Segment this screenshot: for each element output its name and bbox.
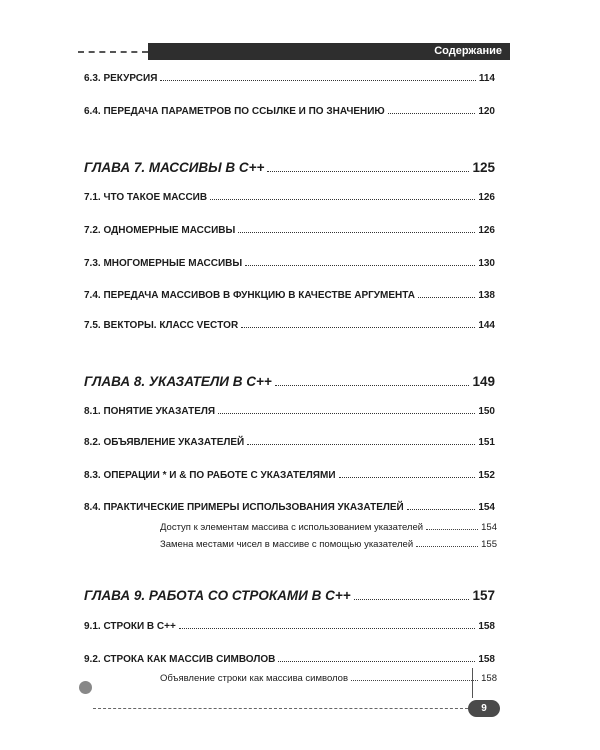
dot-leader — [418, 297, 475, 298]
toc-page-number: 154 — [481, 522, 497, 533]
dot-leader — [241, 327, 475, 328]
toc-page-number: 125 — [472, 160, 495, 175]
toc-chapter-label: ГЛАВА 8. УКАЗАТЕЛИ В С++ — [84, 374, 272, 389]
toc-entry-7-1[interactable] — [84, 192, 495, 203]
toc-entry-label: 7.1. ЧТО ТАКОЕ МАССИВ — [84, 192, 208, 203]
toc-page-number: 157 — [472, 588, 495, 603]
toc-chapter-7[interactable] — [84, 160, 495, 175]
toc-page-number: 158 — [481, 673, 497, 684]
dot-leader — [179, 628, 475, 629]
toc-entry-label: 8.3. ОПЕРАЦИИ * И & ПО РАБОТЕ С УКАЗАТЕЛЯМИ — [84, 470, 336, 481]
toc-entry-label: 8.4. ПРАКТИЧЕСКИЕ ПРИМЕРЫ ИСПОЛЬЗОВАНИЯ УКАЗАТЕЛЕЙ — [84, 502, 404, 513]
toc-page-number: 138 — [478, 290, 495, 301]
dot-leader — [354, 599, 470, 600]
toc-page-number: 152 — [478, 470, 495, 481]
toc-entry-8-3[interactable] — [84, 470, 495, 481]
dot-leader — [238, 232, 475, 233]
toc-entry-7-2[interactable] — [84, 225, 495, 236]
toc-entry-label: 7.3. МНОГОМЕРНЫЕ МАССИВЫ — [84, 258, 243, 269]
dot-leader — [275, 385, 470, 386]
toc-chapter-9[interactable] — [84, 588, 495, 603]
header-title: Содержание — [148, 43, 510, 60]
toc-entry-label: 9.2. СТРОКА КАК МАССИВ СИМВОЛОВ — [84, 654, 276, 665]
dot-leader — [218, 413, 475, 414]
toc-entry-8-2[interactable] — [84, 437, 495, 448]
toc-subentry-label: Замена местами чисел в массиве с помощью указателей — [160, 539, 414, 550]
toc-entry-label: 7.2. ОДНОМЕРНЫЕ МАССИВЫ — [84, 225, 236, 236]
toc-page-number: 126 — [478, 192, 495, 203]
dot-leader — [267, 171, 469, 172]
toc-entry-label: 8.1. ПОНЯТИЕ УКАЗАТЕЛЯ — [84, 406, 216, 417]
toc-page-number: 144 — [478, 320, 495, 331]
toc-entry-6-3[interactable] — [84, 73, 495, 84]
dot-leader — [245, 265, 475, 266]
footer-dashed-rule — [93, 708, 468, 709]
toc-subentry-label: Доступ к элементам массива с использованием указателей — [160, 522, 424, 533]
toc-entry-label: 7.5. ВЕКТОРЫ. КЛАСС VECTOR — [84, 320, 239, 331]
toc-page-number: 114 — [478, 73, 495, 84]
toc-page-number: 126 — [478, 225, 495, 236]
toc-subentry-swap-numbers[interactable] — [160, 539, 497, 550]
toc-entry-label: 6.3. РЕКУРСИЯ — [84, 73, 158, 84]
toc-chapter-label: ГЛАВА 9. РАБОТА СО СТРОКАМИ В С++ — [84, 588, 351, 603]
toc-page-number: 120 — [478, 106, 495, 117]
toc-page-number: 151 — [478, 437, 495, 448]
toc-subentry-string-declaration[interactable] — [160, 673, 497, 684]
page-number-badge: 9 — [468, 700, 500, 717]
dot-leader — [247, 444, 475, 445]
toc-page-number: 150 — [478, 406, 495, 417]
toc-chapter-label: ГЛАВА 7. МАССИВЫ В С++ — [84, 160, 265, 175]
toc-entry-8-4[interactable] — [84, 502, 495, 513]
toc-page-number: 155 — [481, 539, 497, 550]
toc-chapter-8[interactable] — [84, 374, 495, 389]
dot-leader — [210, 199, 475, 200]
toc-page-number: 130 — [478, 258, 495, 269]
dot-leader — [426, 529, 478, 530]
toc-entry-7-4[interactable] — [84, 290, 495, 301]
dot-leader — [351, 680, 478, 681]
toc-entry-label: 9.1. СТРОКИ В С++ — [84, 621, 176, 632]
toc-entry-7-5[interactable] — [84, 320, 495, 331]
dot-leader — [160, 80, 475, 81]
toc-page-number: 158 — [478, 621, 495, 632]
toc-entry-label: 6.4. ПЕРЕДАЧА ПАРАМЕТРОВ ПО ССЫЛКЕ И ПО ЗНАЧЕНИЮ — [84, 106, 385, 117]
toc-entry-label: 7.4. ПЕРЕДАЧА МАССИВОВ В ФУНКЦИЮ В КАЧЕСТВЕ АРГУМЕНТА — [84, 290, 415, 301]
toc-entry-6-4[interactable] — [84, 106, 495, 117]
toc-entry-7-3[interactable] — [84, 258, 495, 269]
footer-circle-marker — [79, 681, 92, 694]
toc-entry-9-2[interactable] — [84, 654, 495, 665]
footer-vertical-rule — [472, 668, 473, 698]
dot-leader — [407, 509, 476, 510]
toc-entry-9-1[interactable] — [84, 621, 495, 632]
toc-entry-label: 8.2. ОБЪЯВЛЕНИЕ УКАЗАТЕЛЕЙ — [84, 437, 245, 448]
toc-page-number: 154 — [478, 502, 495, 513]
toc-entry-8-1[interactable] — [84, 406, 495, 417]
dot-leader — [388, 113, 476, 114]
toc-page-number: 149 — [472, 374, 495, 389]
toc-subentry-array-access[interactable] — [160, 522, 497, 533]
dot-leader — [339, 477, 476, 478]
dot-leader — [416, 546, 478, 547]
toc-page-number: 158 — [478, 654, 495, 665]
dot-leader — [278, 661, 475, 662]
toc-subentry-label: Объявление строки как массива символов — [160, 673, 349, 684]
header-dashed-rule — [78, 51, 148, 53]
